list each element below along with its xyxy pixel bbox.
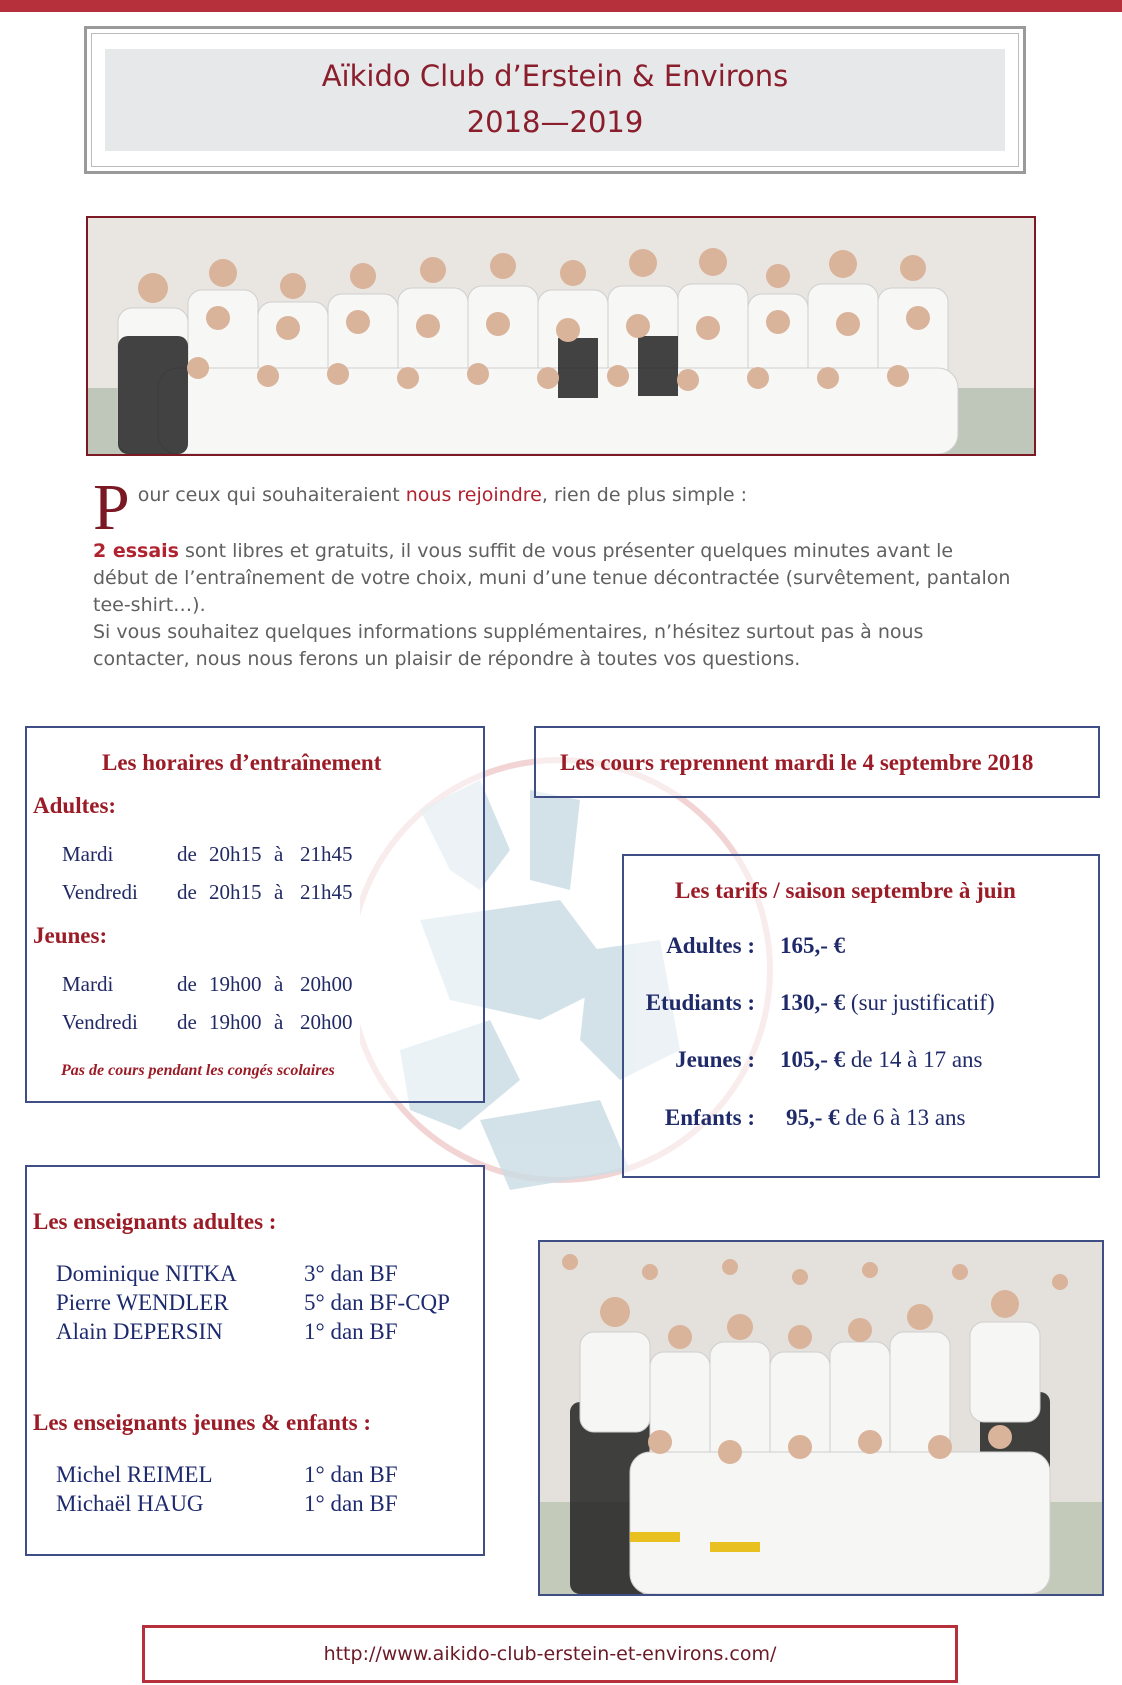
tarif-note: (sur justificatif) (850, 990, 995, 1015)
teacher-grade: 1° dan BF (304, 1319, 398, 1344)
teacher-grade: 5° dan BF-CQP (304, 1290, 450, 1315)
tarif-label: Adultes : (666, 933, 755, 958)
celebration-photo-illustration (540, 1242, 1102, 1594)
schedule-to: 21h45 (300, 880, 353, 904)
group-photo-illustration (88, 218, 1034, 454)
tarifs-title: Les tarifs / saison septembre à juin (675, 878, 1016, 903)
title-panel (105, 49, 1005, 151)
schedule-from: 20h15 (209, 880, 262, 904)
club-title: Aïkido Club d’Erstein & Environs (321, 59, 789, 93)
teacher-name: Pierre WENDLER (56, 1290, 229, 1315)
schedule-to: 20h00 (300, 1010, 353, 1034)
holiday-note: Pas de cours pendant les congés scolaires (61, 1062, 335, 1079)
celebration-photo (538, 1240, 1104, 1596)
schedule-de: de (177, 972, 197, 996)
teacher-name: Michaël HAUG (56, 1491, 204, 1516)
tarif-price: 165,- € (780, 933, 846, 958)
resume-box (534, 726, 1100, 798)
schedule-row (62, 880, 353, 905)
teacher-grade: 1° dan BF (304, 1462, 398, 1487)
tarif-label: Enfants : (664, 1105, 755, 1130)
schedule-a: à (274, 842, 284, 866)
schedule-row (62, 1010, 353, 1035)
schedule-de: de (177, 880, 197, 904)
teacher-name: Alain DEPERSIN (56, 1319, 223, 1344)
intro-first-line (93, 471, 1013, 544)
intro-paragraph (93, 538, 1013, 619)
adult-teachers-title: Les enseignants adultes : (33, 1209, 277, 1234)
teacher-name: Michel REIMEL (56, 1462, 213, 1487)
schedule-de: de (177, 842, 197, 866)
teachers-box (25, 1165, 485, 1556)
season-title: 2018—2019 (466, 105, 644, 139)
teacher-name: Dominique NITKA (56, 1261, 237, 1286)
tarif-value (780, 990, 995, 1016)
website-link[interactable]: http://www.aikido-club-erstein-et-environs.com/ (323, 1643, 777, 1665)
tarif-note: de 14 à 17 ans (850, 1047, 983, 1072)
intro-line1-a: our ceux qui souhaiteraient (137, 484, 406, 506)
footer-box (142, 1625, 958, 1683)
teacher-grade: 1° dan BF (304, 1491, 398, 1516)
schedule-day: Mardi (62, 842, 114, 866)
schedule-a: à (274, 972, 284, 996)
tarif-price: 105,- € (780, 1047, 846, 1072)
tarif-label: Etudiants : (645, 990, 755, 1015)
group-photo (86, 216, 1036, 456)
trial-highlight: 2 essais (93, 540, 179, 562)
intro-line1-b: , rien de plus simple : (541, 484, 748, 506)
schedule-a: à (274, 880, 284, 904)
schedule-row (62, 972, 353, 997)
schedule-a: à (274, 1010, 284, 1034)
top-accent-bar (0, 0, 1122, 12)
youth-label: Jeunes: (33, 923, 108, 948)
schedule-from: 19h00 (209, 972, 262, 996)
tarif-price: 130,- € (780, 990, 846, 1015)
title-frame (84, 26, 1026, 174)
schedule-from: 20h15 (209, 842, 262, 866)
tarif-value (786, 1105, 966, 1131)
schedule-to: 20h00 (300, 972, 353, 996)
intro-text (93, 471, 1013, 673)
intro-paragraph-2: Si vous souhaitez quelques informations supplémentaires, n’hésitez surtout pas à nous contacter, nous nous ferons un plaisir de répondre à toutes vos questions. (93, 621, 924, 670)
tarif-note: de 6 à 13 ans (845, 1105, 966, 1130)
schedule-from: 19h00 (209, 1010, 262, 1034)
tarifs-box (622, 854, 1100, 1178)
schedule-de: de (177, 1010, 197, 1034)
adults-label: Adultes: (33, 793, 117, 818)
schedule-day: Vendredi (62, 1010, 138, 1034)
schedule-box (25, 726, 485, 1103)
schedule-day: Vendredi (62, 880, 138, 904)
schedule-day: Mardi (62, 972, 114, 996)
resume-text: Les cours reprennent mardi le 4 septembre 2018 (560, 750, 1034, 775)
tarif-label: Jeunes : (675, 1047, 755, 1072)
youth-teachers-title: Les enseignants jeunes & enfants : (33, 1410, 371, 1435)
schedule-row (62, 842, 353, 867)
tarif-value (780, 1047, 983, 1073)
schedule-title: Les horaires d’entraînement (102, 750, 382, 775)
tarif-value (780, 933, 845, 959)
join-us-highlight: nous rejoindre (405, 484, 542, 506)
teacher-grade: 3° dan BF (304, 1261, 398, 1286)
intro-paragraph-text: sont libres et gratuits, il vous suffit de vous présenter quelques minutes avant le début de l’entraînement de votre choix, muni d’une tenue décontractée (survêtement, pantalon tee-shirt…). (93, 540, 1011, 616)
drop-cap: P (93, 471, 130, 544)
schedule-to: 21h45 (300, 842, 353, 866)
tarif-price: 95,- € (786, 1105, 840, 1130)
